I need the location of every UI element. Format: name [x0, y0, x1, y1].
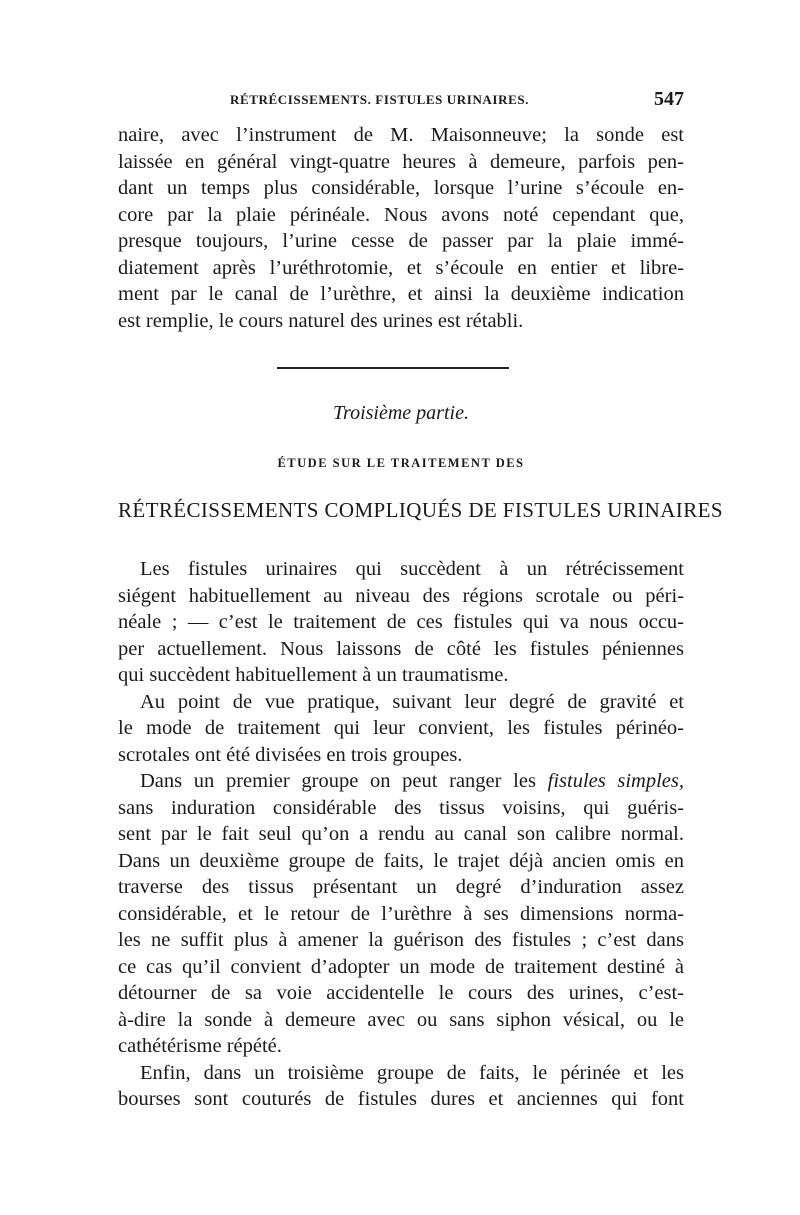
italic-phrase: fistules simples,: [547, 770, 685, 792]
text-line: siégent habituellement au niveau des régions scrotale ou péri-: [118, 584, 684, 607]
text-line: diatement après l’uréthrotomie, et s’écoule en entier et libre-: [118, 256, 684, 279]
text-line: core par la plaie périnéale. Nous avons noté cependant que,: [118, 203, 684, 226]
section-title: RÉTRÉCISSEMENTS COMPLIQUÉS DE FISTULES URINAIRES: [118, 498, 723, 522]
text-line: qui succèdent habituellement à un traumatisme.: [118, 664, 509, 686]
text-line: ment par le canal de l’urèthre, et ainsi la deuxième indication: [118, 283, 684, 305]
text-line: Au point de vue pratique, suivant leur degré de gravité et: [140, 690, 684, 713]
text-line: presque toujours, l’urine cesse de passer par la plaie immé-: [118, 230, 684, 252]
text-line: dant un temps plus considérable, lorsque l’urine s’écoule en-: [118, 177, 684, 199]
section-divider: [277, 367, 509, 369]
text-line: cathétérisme répété.: [118, 1035, 282, 1057]
running-head: [118, 88, 684, 112]
running-title: RÉTRÉCISSEMENTS. FISTULES URINAIRES.: [230, 92, 530, 107]
body-text: [118, 556, 684, 1113]
text-line: néale ; — c’est le traitement de ces fistules qui va nous occu-: [118, 611, 684, 633]
text-line: à-dire la sonde à demeure avec ou sans siphon vésical, ou le: [118, 1008, 684, 1031]
text-line: considérable, et le retour de l’urèthre à ses dimensions norma-: [118, 902, 684, 925]
text-line: le mode de traitement qui leur convient, les fistules périnéo-: [118, 717, 684, 739]
paragraph-continued: [118, 122, 684, 334]
text-line: Dans un deuxième groupe de faits, le trajet déjà ancien omis en: [118, 849, 684, 872]
text-line: laissée en général vingt-quatre heures à demeure, parfois pen-: [118, 150, 684, 173]
text-line: sans induration considérable des tissus voisins, qui guéris-: [118, 796, 684, 819]
text-fragment: Dans un premier groupe on peut ranger les: [140, 770, 536, 792]
text-line: per actuellement. Nous laissons de côté les fistules péniennes: [118, 637, 684, 660]
text-line: sent par le fait seul qu’on a rendu au canal son calibre normal.: [118, 823, 684, 845]
page-number: 547: [654, 88, 684, 110]
text-line: détourner de sa voie accidentelle le cours des urines, c’est-: [118, 982, 684, 1004]
text-line: scrotales ont été divisées en trois groupes.: [118, 743, 463, 766]
text-line: traverse des tissus présentant un degré d’induration assez: [118, 876, 684, 898]
text-line: les ne suffit plus à amener la guérison des fistules ; c’est dans: [118, 929, 684, 951]
part-title: Troisième partie.: [333, 402, 469, 424]
text-line: ce cas qu’il convient d’adopter un mode de traitement destiné à: [118, 955, 684, 978]
text-line: Enfin, dans un troisième groupe de faits, le périnée et les: [140, 1061, 684, 1084]
text-line: Les fistules urinaires qui succèdent à un rétrécissement: [140, 558, 684, 580]
text-line: naire, avec l’instrument de M. Maisonneuve; la sonde est: [118, 124, 684, 146]
text-line: [118, 768, 684, 795]
text-line: est remplie, le cours naturel des urines est rétabli.: [118, 309, 524, 332]
study-title: ÉTUDE SUR LE TRAITEMENT DES: [277, 456, 525, 470]
text-line: bourses sont couturés de fistules dures et anciennes qui font: [118, 1088, 684, 1110]
